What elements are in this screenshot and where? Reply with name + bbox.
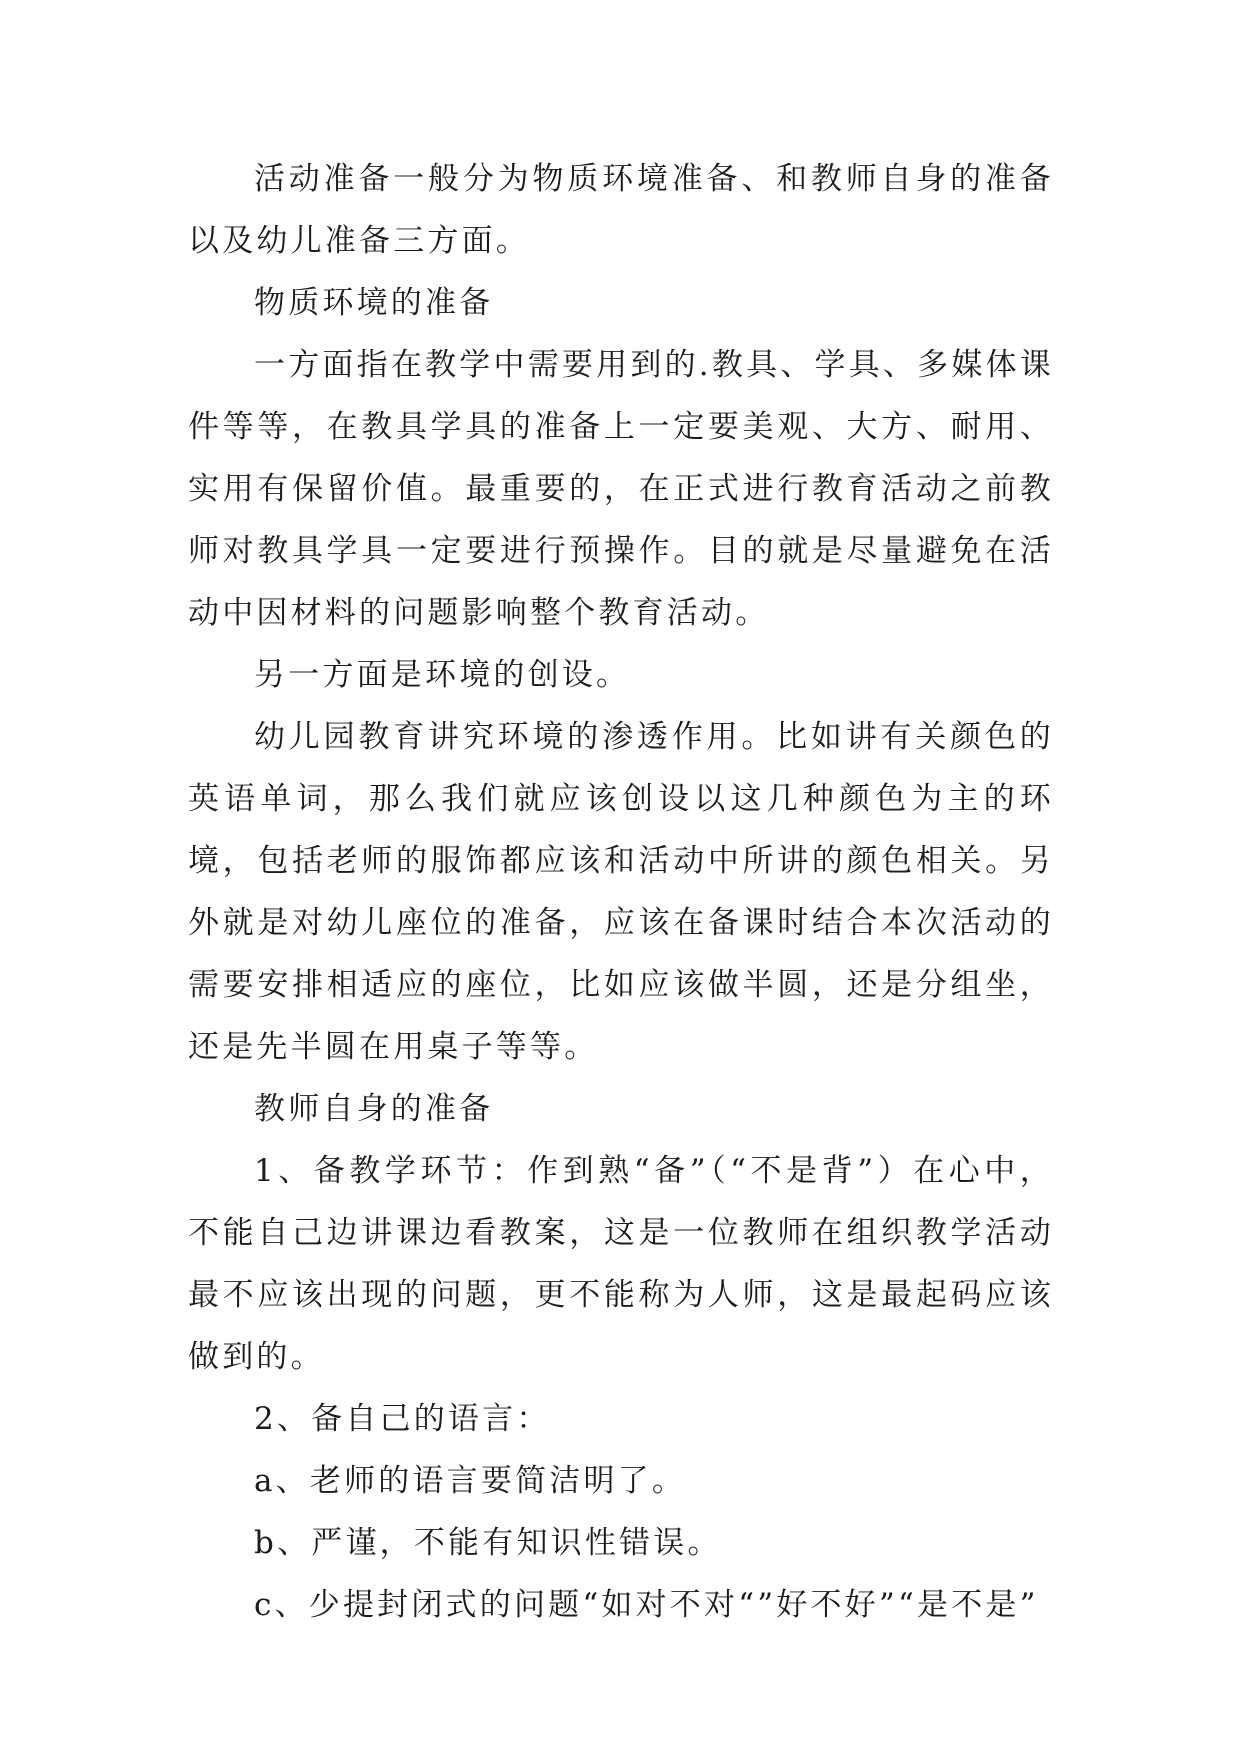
list-item-a: a、老师的语言要简洁明了。 [254,1463,687,1499]
paragraph-kindergarten-environment: 幼儿园教育讲究环境的渗透作用。比如讲有关颜色的英语单词，那么我们就应该创设以这几种颜色为主的环境，包括老师的服饰都应该和活动中所讲的颜色相关。另外就是对幼儿座位的准备，应该在备课时结合本次活动的需要安排相适应的座位，比如应该做半圆，还是分组坐，还是先半圆在用桌子等等。 [188,719,1054,1065]
list-item-c: c、少提封闭式的问题“如对不对“”好不好”“是不是” [254,1587,1039,1623]
paragraph-teaching-steps: 1、备教学环节：作到熟“备”（“不是背”）在心中，不能自己边讲课边看教案，这是一位教师在组织教学活动最不应该出现的问题，更不能称为人师，这是最起码应该做到的。 [188,1153,1054,1375]
heading-material-environment: 物质环境的准备 [254,285,494,321]
paragraph-teaching-aids: 一方面指在教学中需要用到的.教具、学具、多媒体课件等等，在教具学具的准备上一定要美观、大方、耐用、实用有保留价值。最重要的，在正式进行教育活动之前教师对教具学具一定要进行预操作。目的就是尽量避免在活动中因材料的问题影响整个教育活动。 [188,347,1054,631]
heading-teacher-preparation: 教师自身的准备 [254,1091,494,1127]
paragraph-language-prep: 2、备自己的语言： [254,1401,551,1437]
document-body [188,148,1054,1636]
list-item-b: b、严谨，不能有知识性错误。 [254,1525,722,1561]
paragraph-environment-setup: 另一方面是环境的创设。 [254,657,631,693]
paragraph-intro: 活动准备一般分为物质环境准备、和教师自身的准备以及幼儿准备三方面。 [188,161,1054,259]
